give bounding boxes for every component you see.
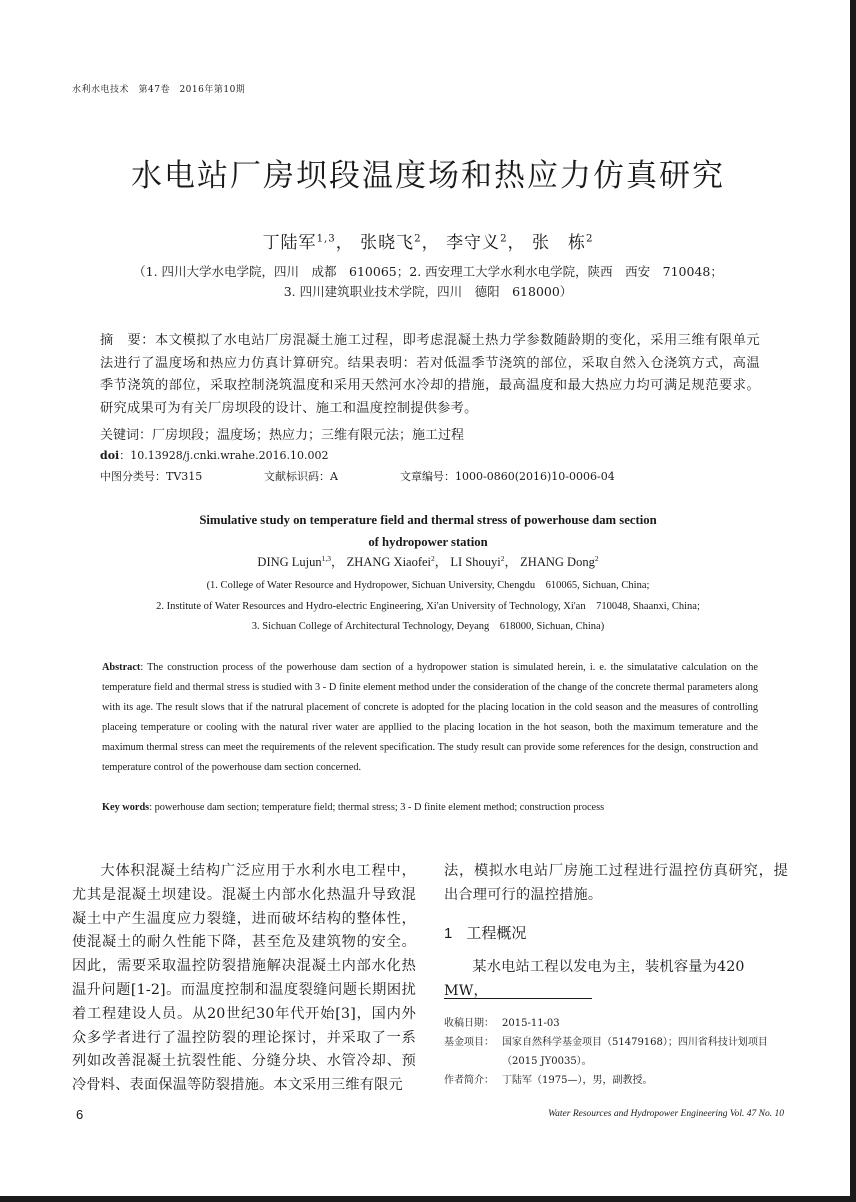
authors-en: DING Lujun$^{1,3}$， ZHANG Xiaofei$^2$， LI Shouyi$^2$， ZHANG Dong$^2$ [257, 553, 599, 569]
keywords-en: Key words: powerhouse dam section; temperature field; thermal stress; 3 - D finite element method; construction process [102, 802, 605, 813]
authors-cn: 丁陆军$^{1,3}$， 张晓飞$^2$， 李守义$^2$， 张 栋$^2$ [262, 233, 594, 253]
author-en: DING Lujun$^{1,3}$ [257, 553, 332, 569]
article-number: 文章编号：1000-0860(2016)10-0006-04 [400, 470, 615, 483]
paper-title-en: Simulative study on temperature field and thermal stress of powerhouse dam section of hydropower station [199, 513, 657, 549]
keywords-cn: 关键词：厂房坝段；温度场；热应力；三维有限元法；施工过程 [100, 428, 465, 443]
affiliation-en-line1: (1. College of Water Resource and Hydropower, Sichuan University, Chengdu 610065, Sichuan, China; [206, 580, 650, 591]
author-cn: 张 栋$^2$ [531, 233, 594, 253]
author-en: ZHANG Xiaofei$^2$ [346, 553, 435, 569]
affiliation-cn-line1: （1. 四川大学水电学院，四川 成都 610065；2. 西安理工大学水利水电学院，陕西 西安 710048； [133, 264, 723, 279]
abstract-cn: 摘 要：本文模拟了水电站厂房混凝土施工过程，即考虑混凝土热力学参数随龄期的变化，采用三维有限单元法进行了温度场和热应力仿真计算研究。结果表明：若对低温季节浇筑的部位，采取自然入仓浇筑方式，高温季节浇筑的部位，采取控制浇筑温度和采用天然河水冷却的措施，最高温度和最大热应力均可满足规范要求。研究成果可为有关厂房坝段的设计、施工和温度控制提供参考。 [100, 333, 760, 416]
footnote-funding: 基金项目： 国家自然科学基金项目（51479168）；四川省科技计划项目（2015 JY0035）。 [444, 1037, 768, 1067]
running-head: 水利水电技术 第47卷 2016年第10期 [72, 85, 246, 95]
affiliation-en-line3: 3. Sichuan College of Architectural Technology, Deyang 618000, Sichuan, China) [251, 621, 605, 632]
running-foot: Water Resources and Hydropower Engineering Vol. 47 No. 10 [548, 1109, 784, 1119]
affiliation-cn-line2: 3. 四川建筑职业技术学院，四川 德阳 618000） [283, 284, 573, 299]
doi: doi：10.13928/j.cnki.wrahe.2016.10.002 [100, 449, 329, 462]
body-text-right-column-2: 某水电站工程以发电为主，装机容量为420 MW， [444, 959, 745, 999]
section-number: 1 [444, 925, 453, 942]
body-text-right-column: 法，模拟水电站厂房施工过程进行温控仿真研究，提出合理可行的温控措施。 [444, 863, 788, 903]
author-cn: 丁陆军$^{1,3}$ [262, 233, 336, 253]
author-en: ZHANG Dong$^2$ [520, 553, 599, 569]
footnote-divider [444, 998, 592, 999]
footnote-author-bio: 作者简介： 丁陆军（1975—），男，副教授。 [444, 1075, 653, 1086]
footnote-received: 收稿日期： 2015-11-03 [444, 1018, 560, 1029]
body-text-left-column: 大体积混凝土结构广泛应用于水利水电工程中，尤其是混凝土坝建设。混凝土内部水化热温升导致混凝土中产生温度应力裂缝，进而破坏结构的整体性，使混凝土的耐久性能下降，甚至危及建筑物的安全。因此，需要采取温控防裂措施解决混凝土内部水化热温升问题[1-2]。而温度控制和温度裂缝问题长期困扰着工程建设人员。从20世纪30年代开始[3]，国内外众多学者进行了温控防裂的理论探讨，并采取了一系列如改善混凝土抗裂性能、分缝分块、水管冷却、预冷骨料、表面保温等防裂措施。本文采用三维有限元 [72, 863, 416, 1094]
clc-number: 中图分类号：TV315 [100, 470, 203, 483]
section-heading [444, 922, 526, 943]
section-title: 工程概况 [466, 924, 527, 942]
author-cn: 张晓飞$^2$ [360, 233, 422, 253]
paper-title-cn: 水电站厂房坝段温度场和热应力仿真研究 [131, 158, 725, 194]
abstract-en: Abstract: The construction process of the powerhouse dam section of a hydropower station is simulated herein, i. e. the simulatative calculation on the temperature field and thermal stress is studied with 3 - D finite element method under the consideration of the change of the concrete thermal parameters along with its age. The result slows that if the natrural placement of concrete is adopted for the placing location in the cold season and the measures of controlling placeing temperature or cooling with the natural river water are appllied to the placing location in the hot season, both the maximum temerature and the maximum thermal stress can meet the requirements of the relevent specification. The study result can provide some references for the design, construction and temperature control of the powerhouse dam section concerned. [102, 662, 758, 773]
author-cn: 李守义$^2$ [446, 233, 508, 253]
doc-code: 文献标识码：A [264, 470, 338, 483]
footnotes [444, 1014, 794, 1090]
affiliation-en-line2: 2. Institute of Water Resources and Hydro-electric Engineering, Xi'an University of Technology, Xi'an 710048, Shaanxi, China; [156, 601, 700, 612]
author-en: LI Shouyi$^2$ [450, 553, 505, 569]
page-number: 6 [76, 1107, 84, 1122]
